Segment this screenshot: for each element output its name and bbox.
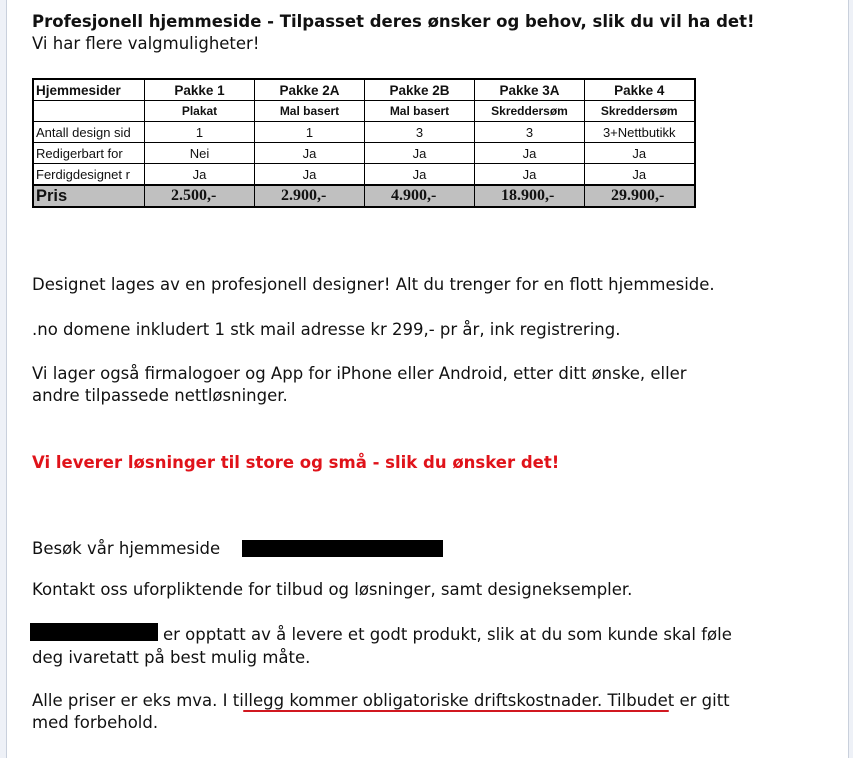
slogan: Vi leverer løsninger til store og små - slik du ønsker det!: [32, 453, 560, 472]
price-cell: 29.900,-: [585, 185, 695, 207]
row-label: Ferdigdesignet r: [33, 164, 145, 186]
prices-line-2: med forbehold.: [32, 713, 159, 732]
extras-paragraph: [32, 363, 687, 407]
price-cell: 4.900,-: [365, 185, 475, 207]
table-cell: Ja: [365, 164, 475, 186]
package-name: Pakke 2B: [365, 79, 475, 101]
row-label: Antall design sid: [33, 122, 145, 143]
contact-paragraph: Kontakt oss uforpliktende for tilbud og løsninger, samt designeksempler.: [32, 580, 633, 599]
page-headline: Profesjonell hjemmeside - Tilpasset deres ønsker og behov, slik du vil ha det!: [32, 12, 755, 31]
designer-paragraph: Designet lages av en profesjonell designer! Alt du trenger for en flott hjemmeside.: [32, 275, 715, 294]
prices-highlight: I tillegg kommer obligatoriske driftskostnader.: [222, 691, 603, 710]
table-cell: 1: [255, 122, 365, 143]
page-subheadline: Vi har flere valgmuligheter!: [32, 34, 260, 53]
window-frame-left: [0, 0, 7, 758]
package-name: Pakke 2A: [255, 79, 365, 101]
package-type: Skreddersøm: [585, 101, 695, 122]
window-frame-right: [848, 0, 853, 758]
table-cell: Ja: [365, 143, 475, 164]
prices-suffix: Tilbudet er gitt: [607, 691, 730, 710]
table-cell: Ja: [255, 164, 365, 186]
package-type: Mal basert: [255, 101, 365, 122]
redacted-website-link: [242, 540, 443, 557]
price-row-label: Pris: [33, 185, 145, 207]
visit-paragraph: Besøk vår hjemmeside: [32, 539, 221, 558]
redacted-company-name: [30, 623, 158, 641]
quality-line-2: deg ivaretatt på best mulig måte.: [32, 648, 311, 667]
extras-line-2: andre tilpassede nettløsninger.: [32, 386, 288, 405]
header-block: [32, 11, 832, 55]
highlight-underline: [243, 710, 669, 712]
package-type: Skreddersøm: [475, 101, 585, 122]
quality-line-1: er opptatt av å levere et godt produkt, slik at du som kunde skal føle: [163, 625, 732, 644]
table-cell: Nei: [145, 143, 255, 164]
prices-prefix: Alle priser er eks mva.: [32, 691, 218, 710]
domain-paragraph: .no domene inkludert 1 stk mail adresse kr 299,- pr år, ink registrering.: [32, 320, 621, 339]
table-corner-label: Hjemmesider: [33, 79, 145, 101]
table-row: [33, 122, 695, 143]
price-row: [33, 185, 695, 207]
table-row: [33, 143, 695, 164]
table-cell: 3: [365, 122, 475, 143]
package-type: Mal basert: [365, 101, 475, 122]
table-cell: Ja: [475, 143, 585, 164]
table-cell: 3: [475, 122, 585, 143]
package-name: Pakke 4: [585, 79, 695, 101]
price-table: [32, 78, 696, 208]
package-name: Pakke 1: [145, 79, 255, 101]
table-cell: Ja: [585, 164, 695, 186]
table-cell: Ja: [475, 164, 585, 186]
empty-cell: [33, 101, 145, 122]
price-cell: 18.900,-: [475, 185, 585, 207]
price-cell: 2.900,-: [255, 185, 365, 207]
price-cell: 2.500,-: [145, 185, 255, 207]
extras-line-1: Vi lager også firmalogoer og App for iPhone eller Android, etter ditt ønske, eller: [32, 364, 687, 383]
table-cell: 1: [145, 122, 255, 143]
table-cell: Ja: [585, 143, 695, 164]
row-label: Redigerbart for: [33, 143, 145, 164]
table-type-row: [33, 101, 695, 122]
package-type: Plakat: [145, 101, 255, 122]
table-cell: Ja: [255, 143, 365, 164]
prices-paragraph: [32, 690, 730, 734]
table-cell: 3+Nettbutikk: [585, 122, 695, 143]
table-cell: Ja: [145, 164, 255, 186]
table-row: [33, 164, 695, 186]
table-header-row: [33, 79, 695, 101]
package-name: Pakke 3A: [475, 79, 585, 101]
